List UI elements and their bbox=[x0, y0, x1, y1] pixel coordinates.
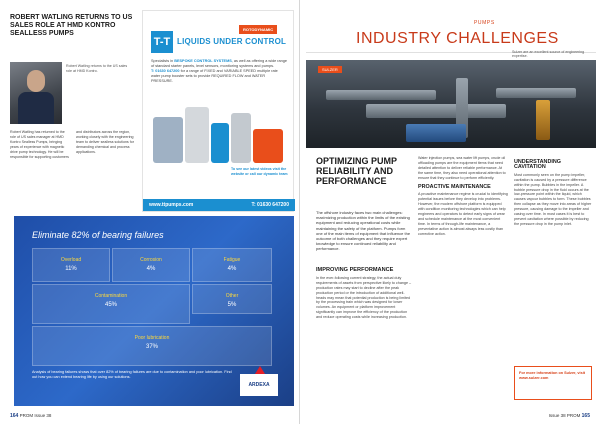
tt-url-bar bbox=[143, 199, 295, 211]
column-2-text-2: A proactive maintenance regime is crucial to identifying potential issues before they develop into problems. However, the modern offshore platform is equipped with condition monitoring technologies which can help engineers and operators to detect early signs of wear and schedule maintenance at the most convenient time. In terms of through-life maintenance, a preventative action is almost always less costly than corrective action. bbox=[418, 192, 508, 236]
cell-overload: Overload 11% bbox=[32, 248, 110, 282]
article-column-3 bbox=[514, 156, 592, 227]
tt-cta: To see our latest videos visit the website or call our dynamic team bbox=[231, 167, 288, 176]
ardexa-advert bbox=[14, 216, 294, 406]
ad-tag: ROTODYNAMIC bbox=[239, 25, 277, 34]
column-1-text: In the ever-following current strategy, the actual duty requirements of assets from perspective likely to change – production rates may start to decline after the peak production period or the introduction of additional well-heads may mean that potential production is being limited by the processing train which was designed for lower volumes. An equipment or platform improvement significantly can improve the efficiency of the production and reduce operating costs while increasing production. bbox=[316, 275, 412, 320]
news-title: ROBERT WATLING RETURNS TO US SALES ROLE AT HMD KONTRO SEALLESS PUMPS bbox=[10, 14, 133, 37]
tt-copy-hotline: T: 01630 647200 bbox=[151, 69, 180, 73]
pump-products-image bbox=[151, 103, 287, 167]
subheading-improving-performance: IMPROVING PERFORMANCE bbox=[316, 267, 394, 273]
article-column-2 bbox=[418, 156, 508, 237]
tt-copy-rest: , as well as offering a wide range of standard starter panels, level sensors, monitoring systems and pumps. bbox=[151, 59, 287, 68]
cell-fatigue: Fatigue 4% bbox=[192, 248, 272, 282]
article-column-1 bbox=[316, 264, 412, 320]
cell-other: Other 5% bbox=[192, 284, 272, 314]
offshore-pump-photo bbox=[306, 60, 596, 148]
article-headline: OPTIMIZING PUMP RELIABILITY AND PERFORMANCE bbox=[316, 156, 397, 186]
right-issue: Issue 38 bbox=[548, 413, 566, 418]
column-2-text: Water injection pumps, sea water lift pumps, crude oil offloading pumps are the equipment items that need detailed attention to deliver reliable performance. At the same time, they also need operational attention to ensure that they continue to perform efficiently. bbox=[418, 156, 506, 180]
article-lead: The offshore industry faces two main challenges: maximizing production within the limits of the existing equipment and reducing operational costs while maintaining the safety of the platform. Pumps form one of the main items of equipment that influence the outcome of both challenges and they require expert knowledge to ensure continued reliability and performance. bbox=[316, 210, 411, 252]
ardexa-headline: Eliminate 82% of bearing failures bbox=[32, 230, 164, 240]
photo-caption: Robert Watling returns to the US sales role at HMD Kontro. bbox=[66, 64, 128, 73]
right-page-number: 165 bbox=[581, 413, 590, 419]
ardexa-footer-text: Analysis of bearing failures shows that over 82% of bearing failures are due to contamination and poor lubrication. Find out how you can extend bearing life by using our solutions. bbox=[32, 370, 232, 379]
tt-pumps-advert bbox=[142, 10, 294, 212]
tt-logo-icon: T-T bbox=[151, 31, 173, 53]
tt-website-link[interactable]: www.ttpumps.com bbox=[149, 202, 194, 208]
left-mag-name: PROM bbox=[19, 413, 34, 418]
tt-phone: T: 01630 647200 bbox=[251, 202, 289, 208]
column-3-text: Most commonly seen on the pump impeller, cavitation is caused by a pressure difference within the pump. Bubbles in the impeller. A bubble pressure drop in the fluid occurs at the low-pressure point within the liquid, which causes vapour bubbles to form. These bubbles then collapse as they move into areas of higher pressure, causing damage to the impeller and casing over time. In most cases it is best to prevent cavitation where possible by reducing the pressure drop in the pump inlet. bbox=[514, 172, 592, 226]
tt-copy bbox=[151, 59, 287, 84]
right-folio bbox=[549, 413, 590, 419]
cell-corrosion: Corrosion 4% bbox=[112, 248, 190, 282]
bearing-failure-grid bbox=[32, 248, 272, 366]
cell-poor-lubrication: Poor lubrication 37% bbox=[32, 326, 272, 366]
section-label: PUMPS bbox=[474, 20, 495, 26]
news-body: Robert Watling has returned to the role of US sales manager at HMD Kontro Sealless Pumps, bringing years of experience with magnetic drive pump technology. He will be responsible for supporting customers and distributors across the region, working closely with the engineering team to deliver sealless solutions for demanding chemical and process applications. bbox=[10, 130, 134, 159]
ardexa-logo-icon: ARDEXA bbox=[240, 374, 278, 396]
left-page-number: 164 bbox=[10, 413, 19, 419]
news-article bbox=[10, 14, 136, 202]
left-folio bbox=[10, 413, 51, 419]
subheading-understanding-cavitation: UNDERSTANDING CAVITATION bbox=[514, 159, 561, 170]
tt-copy-bold: BESPOKE CONTROL SYSTEMS bbox=[174, 59, 232, 63]
right-mag-name: PROM bbox=[566, 413, 581, 418]
tt-copy-intro: Specialists in bbox=[151, 59, 174, 63]
photo-caption: Sulzer are an excellent source of engineering expertise. bbox=[512, 50, 585, 58]
portrait-photo bbox=[10, 62, 62, 124]
subheading-proactive-maintenance: PROACTIVE MAINTENANCE bbox=[418, 183, 491, 190]
page-title: INDUSTRY CHALLENGES bbox=[356, 30, 559, 47]
left-issue: Issue 38 bbox=[34, 413, 52, 418]
source-tag: SULZER bbox=[318, 66, 342, 73]
right-page bbox=[300, 0, 600, 424]
tt-copy-hotline-rest: for a range of FIXED and VARIABLE SPEED multiple rate water pump booster sets to provide REQUIRED FLOW and WATER PRESSURE. bbox=[151, 69, 278, 83]
more-info-box[interactable]: For more information on Sulzer, visit www.sulzer.com bbox=[514, 366, 592, 400]
tt-brand-name: LIQUIDS UNDER CONTROL bbox=[177, 37, 287, 46]
cell-contamination: Contamination 45% bbox=[32, 284, 190, 324]
